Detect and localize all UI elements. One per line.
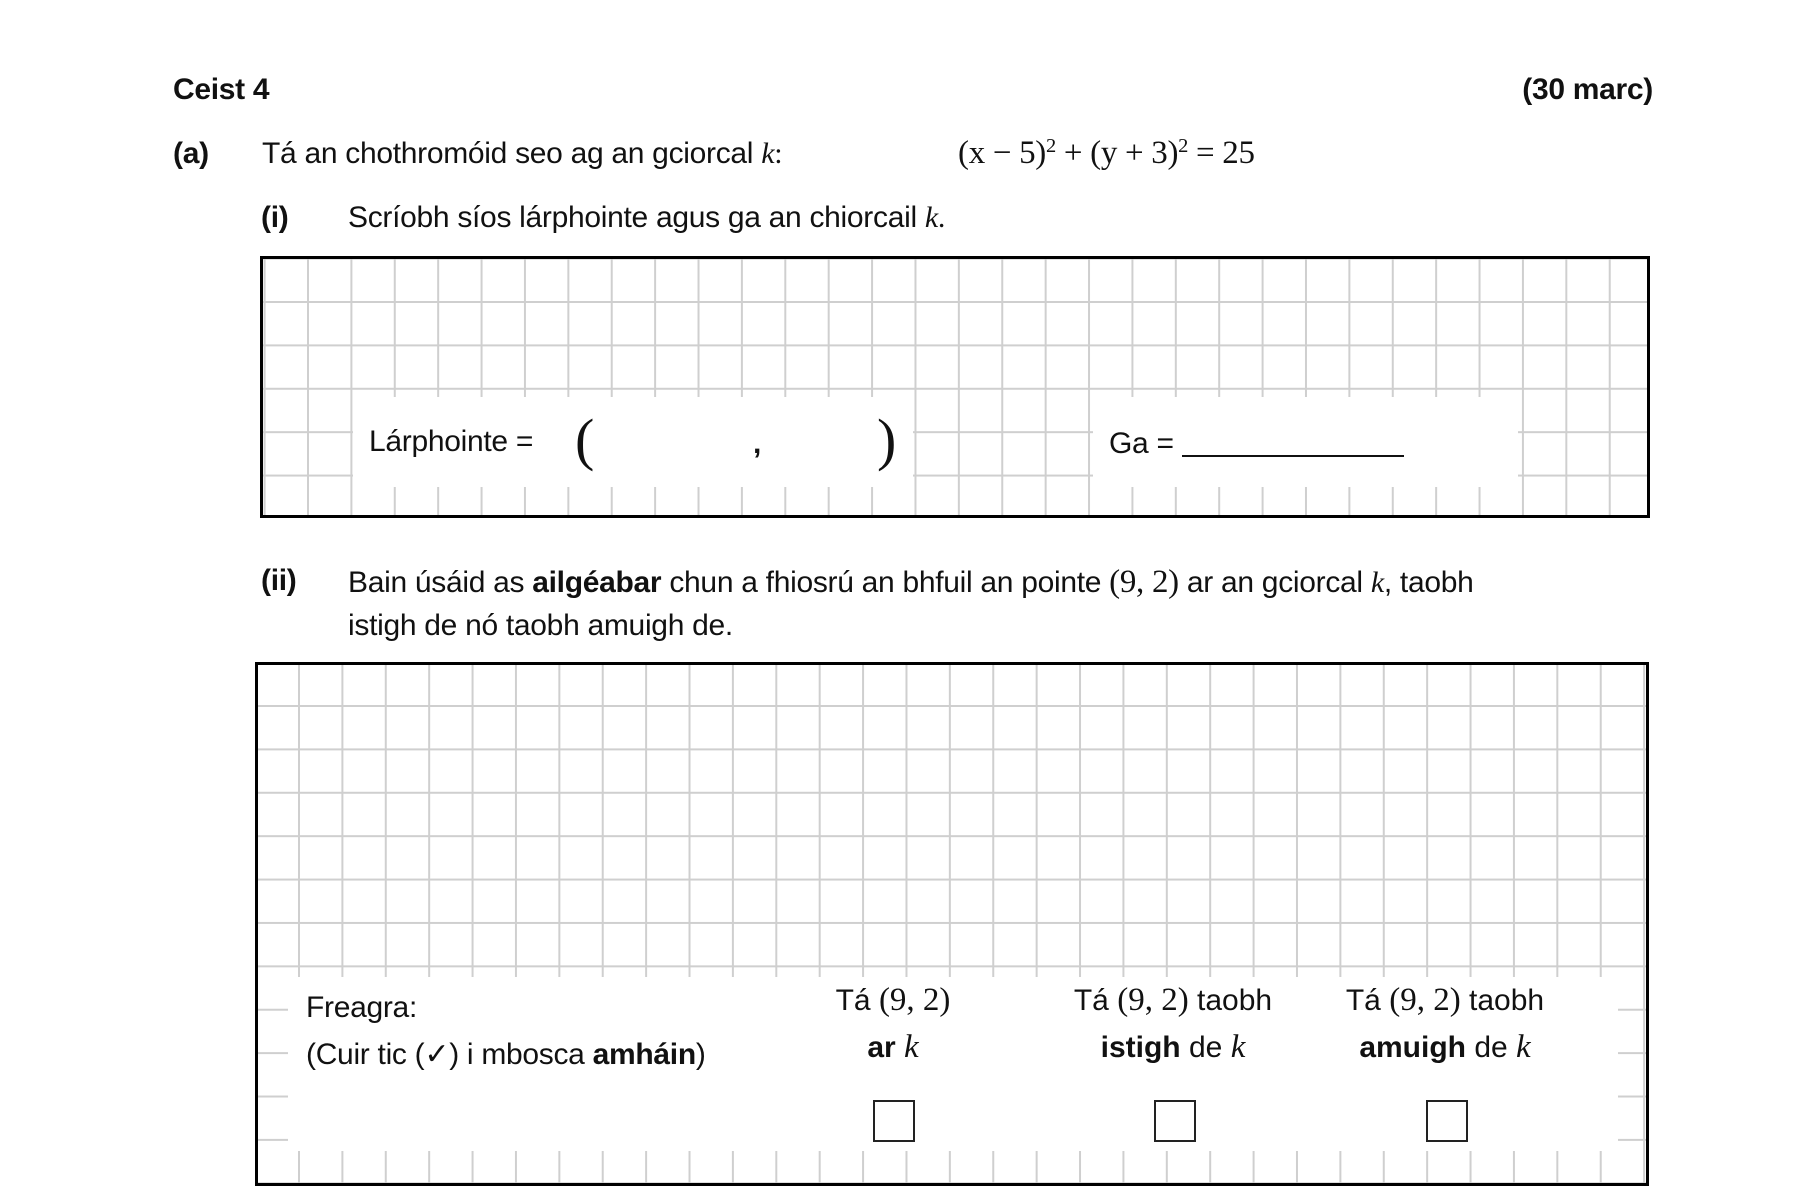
answer-box-part-i[interactable]: [260, 256, 1650, 518]
centre-y-input[interactable]: [773, 407, 873, 467]
part-ii-text: chun a fhiosrú an bhfuil an pointe: [661, 566, 1110, 599]
circle-variable: k: [1370, 566, 1384, 599]
close-paren: ): [877, 407, 897, 472]
part-i-text: Scríobh síos lárphointe agus ga an chiorcail: [348, 201, 917, 234]
comma: ,: [753, 427, 762, 460]
answer-label: Freagra:: [306, 991, 417, 1024]
centre-answer-panel: [353, 397, 913, 487]
instruction-text: ): [695, 1038, 706, 1071]
circle-variable: k: [924, 201, 938, 234]
part-ii-text: , taobh: [1383, 566, 1474, 599]
option-outside-circle: [1325, 977, 1565, 1071]
radius-answer-line[interactable]: [1182, 429, 1404, 457]
open-paren: (: [575, 407, 595, 472]
option-emphasis: ar: [867, 1031, 896, 1064]
part-a-label: (a): [173, 137, 209, 170]
radius-answer-panel: [1093, 397, 1518, 487]
emphasis-algebra: ailgéabar: [532, 566, 662, 599]
point-coordinates: (9, 2): [1117, 982, 1189, 1018]
part-ii-text: ar an gciorcal: [1178, 566, 1371, 599]
equation-term-y: (y + 3): [1090, 135, 1179, 171]
answer-choice-panel: [288, 977, 1618, 1151]
radius-label-text: Ga =: [1109, 427, 1174, 460]
centre-label: Lárphointe =: [369, 425, 534, 458]
option-on-circle: [808, 977, 978, 1071]
option-text: taobh: [1188, 984, 1273, 1017]
part-a-intro: [262, 137, 782, 171]
checkbox-on-circle[interactable]: [873, 1100, 915, 1142]
instruction-text: (Cuir tic (✓) i mbosca: [306, 1038, 593, 1071]
equation-exponent: 2: [1178, 134, 1189, 157]
option-text: taobh: [1460, 984, 1545, 1017]
circle-variable: k: [1230, 1029, 1246, 1065]
option-line2: [1325, 1024, 1565, 1071]
part-a-intro-text: Tá an chothromóid seo ag an gciorcal: [262, 137, 754, 170]
circle-variable: k: [761, 137, 775, 170]
checkbox-inside-circle[interactable]: [1154, 1100, 1196, 1142]
option-line2: [1053, 1024, 1293, 1071]
part-ii-prompt-line2: istigh de nó taobh amuigh de.: [348, 609, 733, 642]
option-text: de: [1180, 1031, 1231, 1064]
checkbox-outside-circle[interactable]: [1426, 1100, 1468, 1142]
part-ii-text: Bain úsáid as: [348, 566, 533, 599]
option-line1: [808, 977, 978, 1024]
point-coordinates: (9, 2): [1109, 564, 1179, 600]
part-ii-prompt-line1: [348, 564, 1474, 601]
option-text: Tá: [835, 984, 879, 1017]
circle-variable: k: [1516, 1029, 1531, 1065]
option-text: Tá: [1073, 984, 1118, 1017]
tick-instruction: [306, 1037, 706, 1072]
option-line2: [808, 1024, 978, 1071]
answer-box-part-ii[interactable]: [255, 662, 1649, 1186]
option-text: [896, 1031, 904, 1064]
period: .: [937, 201, 946, 234]
instruction-emphasis: amháin: [592, 1038, 696, 1071]
equation-plus: +: [1055, 135, 1091, 171]
radius-label: [1109, 427, 1404, 461]
question-title: Ceist 4: [173, 73, 270, 106]
part-ii-label: (ii): [261, 564, 297, 597]
circle-variable: k: [904, 1029, 919, 1065]
point-coordinates: (9, 2): [878, 982, 951, 1018]
option-text: Tá: [1345, 984, 1390, 1017]
option-emphasis: istigh: [1100, 1031, 1181, 1064]
part-i-label: (i): [261, 201, 289, 234]
equation-exponent: 2: [1046, 134, 1056, 157]
point-coordinates: (9, 2): [1389, 982, 1461, 1018]
colon: :: [774, 137, 783, 170]
option-text: de: [1465, 1031, 1517, 1064]
question-marks: (30 marc): [1522, 73, 1653, 106]
option-emphasis: amuigh: [1359, 1031, 1466, 1064]
part-i-prompt: [348, 201, 945, 235]
equation-term-x: (x − 5): [958, 135, 1046, 171]
option-line1: [1053, 977, 1293, 1024]
equation-rhs: = 25: [1188, 135, 1255, 171]
option-inside-circle: [1053, 977, 1293, 1071]
circle-equation: [958, 135, 1255, 172]
centre-x-input[interactable]: [651, 407, 746, 467]
option-line1: [1325, 977, 1565, 1024]
